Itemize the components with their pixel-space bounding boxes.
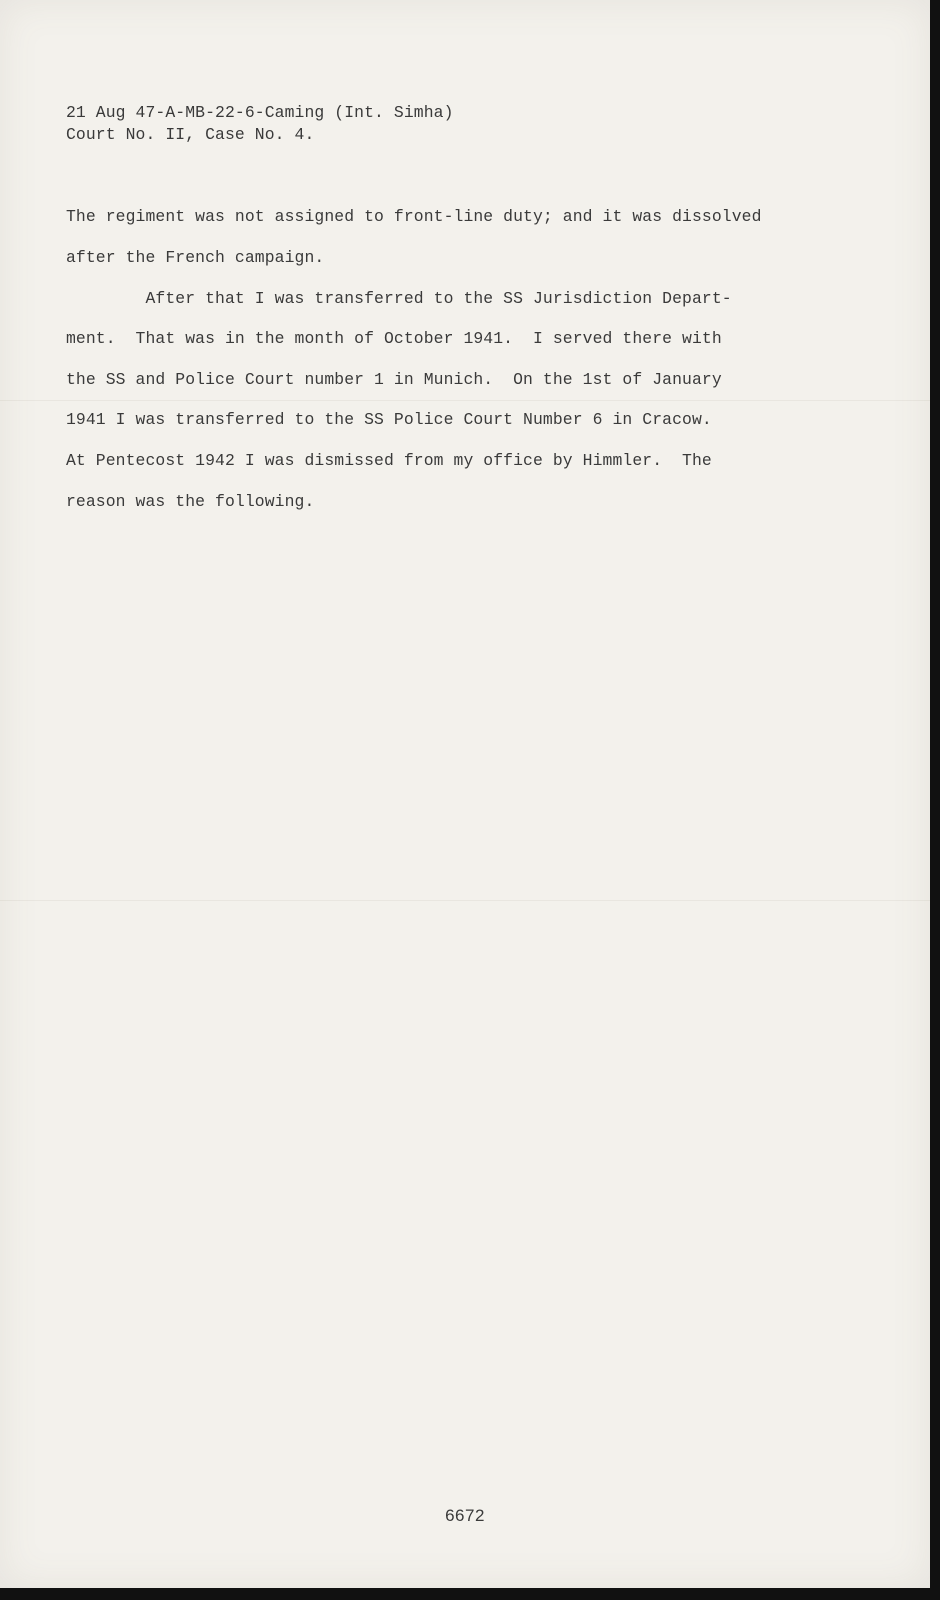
text-line: the SS and Police Court number 1 in Munich. On the 1st of January (66, 370, 722, 389)
page-number: 6672 (445, 1506, 485, 1525)
header-line-1: 21 Aug 47-A-MB-22-6-Caming (Int. Simha) (66, 103, 454, 122)
text-line: At Pentecost 1942 I was dismissed from my office by Himmler. The (66, 451, 712, 470)
text-line: 1941 I was transferred to the SS Police Court Number 6 in Cracow. (66, 410, 712, 429)
scan-edge-bottom (0, 1588, 940, 1600)
text-line: reason was the following. (66, 492, 315, 511)
text-line: The regiment was not assigned to front-line duty; and it was dissolved (66, 207, 762, 226)
text-line: After that I was transferred to the SS Jurisdiction Depart- (66, 289, 732, 308)
paper-texture-line (0, 900, 930, 901)
header-line-2: Court No. II, Case No. 4. (66, 125, 315, 144)
text-line: ment. That was in the month of October 1941. I served there with (66, 329, 722, 348)
text-line: after the French campaign. (66, 248, 325, 267)
scan-edge-right (930, 0, 940, 1600)
